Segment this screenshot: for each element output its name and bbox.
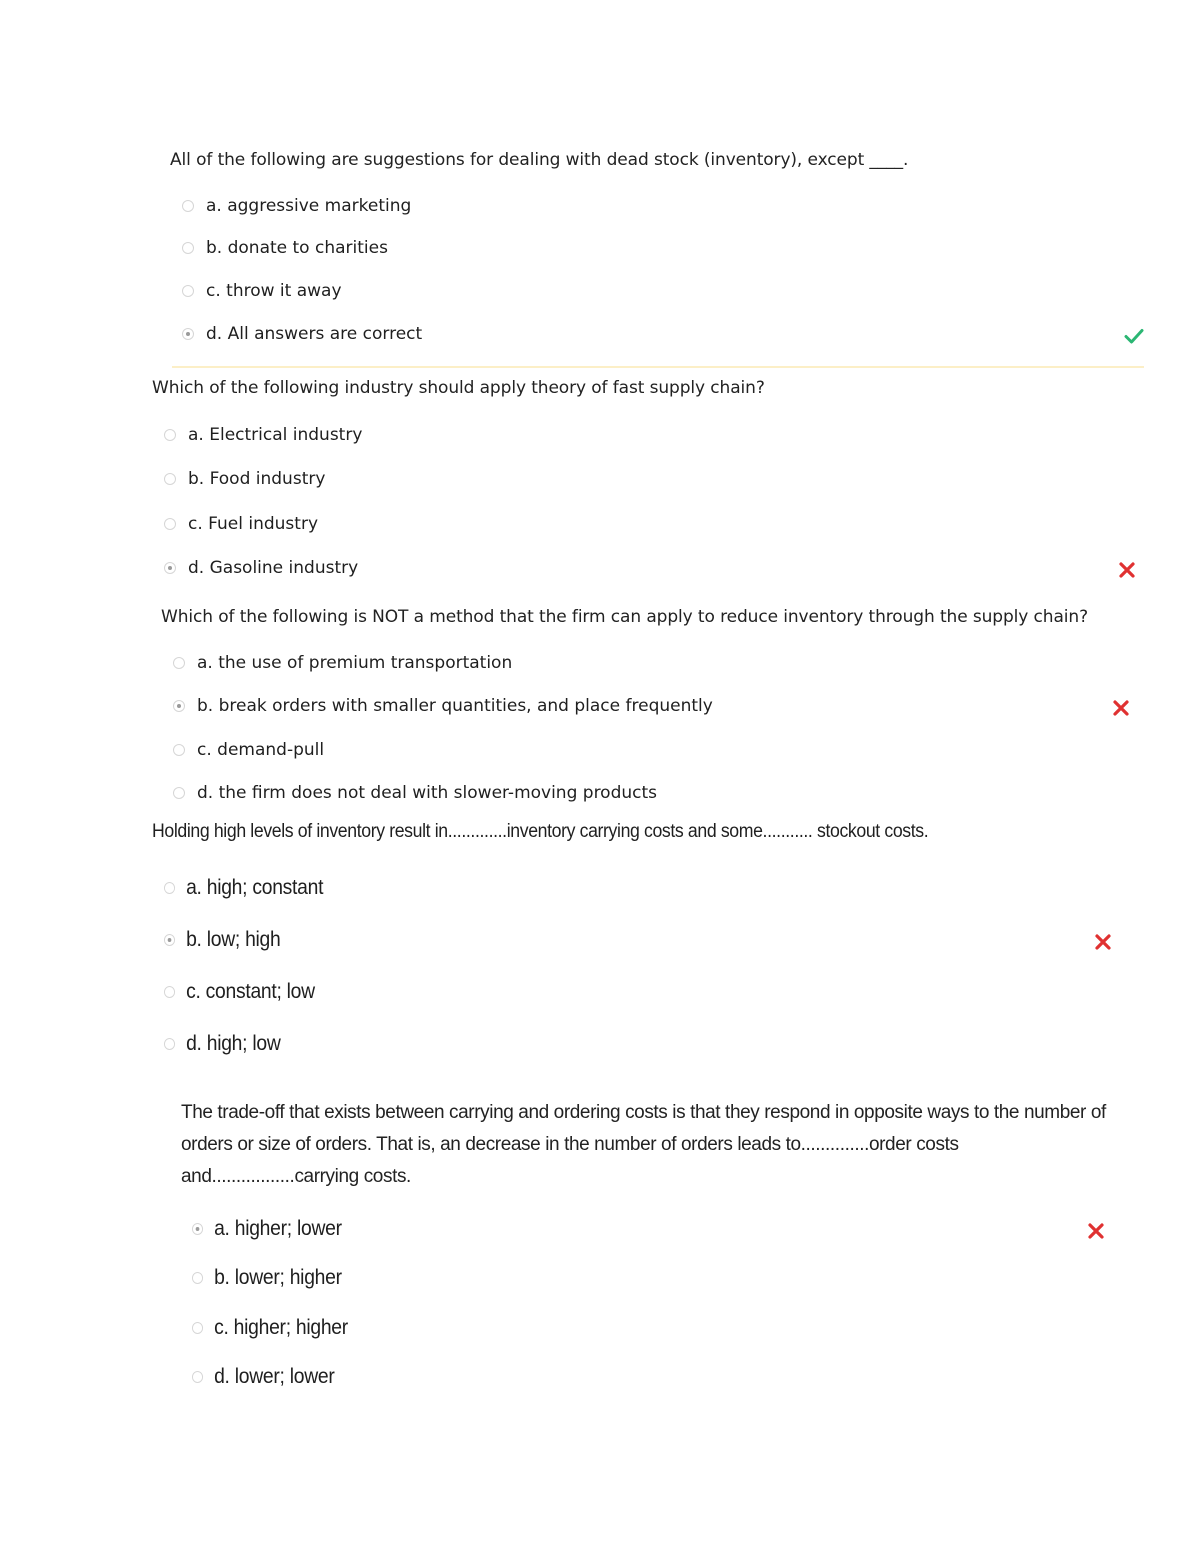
radio-button[interactable] (173, 657, 185, 669)
option-label: c. throw it away (206, 281, 342, 301)
question-4-text: Holding high levels of inventory result in.............inventory carrying costs and some........... stockout costs. (152, 821, 929, 842)
question-2-option-b[interactable] (164, 469, 325, 489)
radio-button[interactable] (164, 882, 175, 894)
option-label: b. lower; higher (214, 1266, 342, 1289)
option-label: c. demand-pull (197, 740, 325, 760)
question-1-option-d[interactable] (182, 324, 422, 344)
question-1-text: All of the following are suggestions for dealing with dead stock (inventory), except ____. (170, 150, 909, 170)
question-5-option-c[interactable] (192, 1316, 348, 1340)
question-4-option-c[interactable] (164, 980, 315, 1004)
option-label: b. Food industry (188, 469, 326, 489)
radio-button[interactable] (164, 986, 175, 998)
option-label: c. Fuel industry (188, 514, 318, 534)
question-3-option-a[interactable] (173, 653, 512, 673)
question-3-option-c[interactable] (173, 740, 324, 760)
cross-icon (1086, 1221, 1106, 1241)
option-label: b. break orders with smaller quantities, and place frequently (197, 696, 713, 716)
option-label: b. donate to charities (206, 238, 388, 258)
radio-button[interactable] (192, 1322, 203, 1334)
option-label: a. the use of premium transportation (197, 653, 513, 673)
cross-icon (1111, 698, 1131, 718)
cross-icon (1093, 932, 1113, 952)
radio-button-selected[interactable] (164, 934, 175, 946)
question-5-option-b[interactable] (192, 1266, 342, 1290)
question-2-option-d[interactable] (164, 558, 358, 578)
radio-button[interactable] (192, 1371, 203, 1383)
question-5-option-d[interactable] (192, 1365, 334, 1389)
option-label: d. All answers are correct (206, 324, 423, 344)
question-5-option-a[interactable] (192, 1217, 342, 1241)
cross-icon (1117, 560, 1137, 580)
check-icon (1124, 326, 1144, 346)
question-4-option-d[interactable] (164, 1032, 281, 1056)
question-4-option-a[interactable] (164, 876, 323, 900)
option-label: a. higher; lower (214, 1217, 342, 1240)
question-1-option-a[interactable] (182, 196, 411, 216)
radio-button[interactable] (164, 1038, 175, 1050)
question-4-option-b[interactable] (164, 928, 281, 952)
option-label: d. the firm does not deal with slower-moving products (197, 783, 658, 803)
radio-button[interactable] (164, 473, 176, 485)
option-label: d. lower; lower (214, 1365, 335, 1388)
option-label: a. aggressive marketing (206, 196, 412, 216)
radio-button[interactable] (164, 518, 176, 530)
question-3-text: Which of the following is NOT a method that the firm can apply to reduce inventory through the supply chain? (161, 607, 1089, 627)
radio-button[interactable] (192, 1272, 203, 1284)
radio-button[interactable] (182, 285, 194, 297)
option-label: a. Electrical industry (188, 425, 363, 445)
radio-button-selected[interactable] (173, 700, 185, 712)
radio-button-selected[interactable] (192, 1223, 203, 1235)
question-2-text: Which of the following industry should apply theory of fast supply chain? (152, 378, 765, 398)
option-label: c. higher; higher (214, 1316, 348, 1339)
question-5-text: The trade-off that exists between carrying and ordering costs is that they respond in opposite ways to the number of orders or size of orders. That is, an decrease in the number of orders leads to..............order costs and.................carrying costs. (181, 1102, 1106, 1187)
radio-button[interactable] (182, 200, 194, 212)
question-divider (172, 366, 1144, 368)
option-label: a. high; constant (186, 876, 324, 899)
radio-button[interactable] (173, 787, 185, 799)
question-1-option-c[interactable] (182, 281, 342, 301)
radio-button-selected[interactable] (164, 562, 176, 574)
question-2-option-a[interactable] (164, 425, 362, 445)
option-label: d. high; low (186, 1032, 281, 1055)
radio-button-selected[interactable] (182, 328, 194, 340)
radio-button[interactable] (182, 242, 194, 254)
option-label: b. low; high (186, 928, 281, 951)
radio-button[interactable] (164, 429, 176, 441)
option-label: c. constant; low (186, 980, 315, 1003)
question-1-option-b[interactable] (182, 238, 388, 258)
question-3-option-d[interactable] (173, 783, 657, 803)
radio-button[interactable] (173, 744, 185, 756)
question-2-option-c[interactable] (164, 514, 318, 534)
question-3-option-b[interactable] (173, 696, 713, 716)
option-label: d. Gasoline industry (188, 558, 359, 578)
